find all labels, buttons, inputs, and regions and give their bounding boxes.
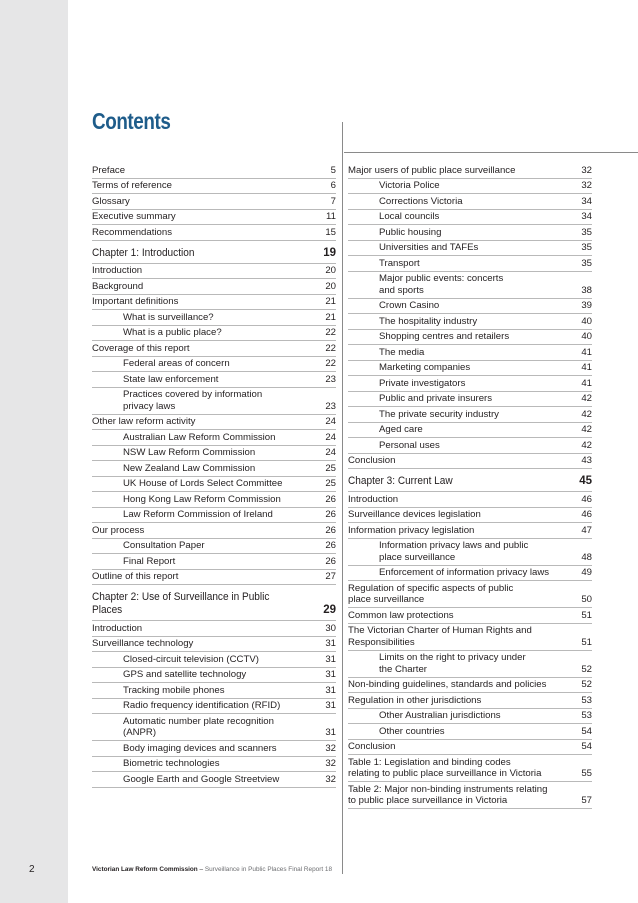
toc-entry[interactable] bbox=[92, 668, 336, 684]
toc-entry-label: Enforcement of information privacy laws bbox=[379, 567, 550, 578]
toc-entry-label: Coverage of this report bbox=[92, 342, 190, 354]
toc-entry-page: 46 bbox=[581, 509, 592, 520]
toc-entry-label: Australian Law Reform Commission bbox=[123, 431, 276, 443]
toc-entry-page: 45 bbox=[579, 475, 592, 487]
toc-entry-page: 51 bbox=[581, 636, 592, 648]
toc-entry[interactable] bbox=[92, 295, 336, 311]
toc-entry[interactable] bbox=[348, 508, 592, 524]
toc-entry-label: State law enforcement bbox=[123, 373, 219, 385]
toc-entry-label: Public and private insurers bbox=[379, 393, 493, 404]
toc-entry-page: 21 bbox=[325, 311, 336, 323]
toc-entry[interactable] bbox=[348, 581, 592, 608]
toc-entry-page: 32 bbox=[325, 758, 336, 769]
toc-entry-page: 31 bbox=[325, 653, 336, 665]
toc-entry-label: Other Australian jurisdictions bbox=[379, 710, 501, 721]
toc-entry-label: Consultation Paper bbox=[123, 540, 205, 551]
toc-entry-label: Aged care bbox=[379, 424, 423, 435]
toc-entry-page: 31 bbox=[325, 727, 336, 738]
toc-entry[interactable] bbox=[348, 566, 592, 582]
toc-entry[interactable] bbox=[92, 163, 336, 179]
footer-separator: – bbox=[197, 866, 205, 873]
toc-entry[interactable] bbox=[92, 554, 336, 570]
toc-entry-label: Universities and TAFEs bbox=[379, 242, 479, 253]
toc-entry[interactable] bbox=[92, 637, 336, 653]
toc-entry-page: 40 bbox=[581, 331, 592, 342]
toc-entry-page: 42 bbox=[581, 408, 592, 420]
toc-entry[interactable] bbox=[348, 709, 592, 725]
toc-entry[interactable] bbox=[348, 361, 592, 377]
toc-entry-label: Major public events: concerts and sports bbox=[379, 273, 504, 296]
toc-entry[interactable] bbox=[348, 330, 592, 346]
toc-entry-label: Surveillance devices legislation bbox=[348, 509, 481, 520]
toc-entry[interactable] bbox=[92, 446, 336, 462]
toc-entry[interactable] bbox=[92, 683, 336, 699]
toc-entry-page: 19 bbox=[323, 246, 336, 259]
toc-entry[interactable] bbox=[348, 314, 592, 330]
toc-entry-page: 15 bbox=[325, 226, 336, 238]
toc-entry-page: 57 bbox=[581, 795, 592, 806]
toc-entry-page: 39 bbox=[581, 300, 592, 311]
toc-entry-label: GPS and satellite technology bbox=[123, 669, 247, 680]
toc-entry-label: What is surveillance? bbox=[123, 311, 214, 323]
toc-entry-label: Marketing companies bbox=[379, 362, 471, 373]
footer-publisher: Victorian Law Reform Commission bbox=[92, 866, 198, 873]
toc-entry-label: NSW Law Reform Commission bbox=[123, 447, 256, 458]
toc-entry-page: 48 bbox=[581, 551, 592, 563]
toc-entry[interactable] bbox=[348, 407, 592, 423]
toc-entry-label: Closed-circuit television (CCTV) bbox=[123, 653, 259, 665]
toc-entry-page: 26 bbox=[325, 493, 336, 505]
toc-entry-page: 41 bbox=[581, 362, 592, 373]
toc-entry[interactable] bbox=[92, 714, 336, 741]
toc-entry-page: 25 bbox=[325, 478, 336, 489]
toc-entry[interactable] bbox=[348, 225, 592, 241]
toc-entry[interactable] bbox=[348, 423, 592, 439]
toc-entry-label: Chapter 1: Introduction bbox=[92, 246, 195, 259]
toc-chapter-heading[interactable] bbox=[92, 241, 336, 264]
toc-chapter-heading[interactable] bbox=[348, 469, 592, 492]
toc-entry-page: 22 bbox=[325, 342, 336, 354]
footer-report-title: Surveillance in Public Places Final Report 18 bbox=[204, 866, 332, 873]
toc-entry-label: Chapter 2: Use of Surveillance in Public Places bbox=[92, 591, 270, 616]
toc-entry-label: Table 2: Major non-binding instruments relating to public place surveillance in Victoria bbox=[348, 783, 548, 806]
toc-entry[interactable] bbox=[92, 210, 336, 226]
left-margin-band bbox=[0, 0, 68, 903]
toc-entry-label: Table 1: Legislation and binding codes relating to public place surveillance in Victoria bbox=[348, 756, 542, 779]
toc-entry-label: Important definitions bbox=[92, 296, 179, 307]
toc-chapter-heading[interactable] bbox=[92, 585, 336, 621]
toc-entry-page: 46 bbox=[581, 493, 592, 505]
toc-entry-label: Preface bbox=[92, 164, 126, 176]
toc-entry-page: 41 bbox=[581, 377, 592, 389]
toc-entry[interactable] bbox=[92, 539, 336, 555]
toc-entry-page: 20 bbox=[325, 280, 336, 292]
toc-entry-label: Shopping centres and retailers bbox=[379, 331, 510, 342]
toc-entry-page: 35 bbox=[581, 242, 592, 253]
toc-entry[interactable] bbox=[92, 492, 336, 508]
toc-entry-page: 42 bbox=[581, 439, 592, 451]
toc-entry[interactable] bbox=[92, 570, 336, 586]
toc-entry-label: Chapter 3: Current Law bbox=[348, 475, 453, 487]
toc-entry[interactable] bbox=[92, 741, 336, 757]
toc-entry-page: 31 bbox=[325, 669, 336, 680]
toc-entry-page: 38 bbox=[581, 284, 592, 296]
toc-entry-label: Our process bbox=[92, 524, 145, 536]
toc-entry-page: 23 bbox=[325, 373, 336, 385]
toc-entry-label: Outline of this report bbox=[92, 571, 179, 582]
toc-entry[interactable] bbox=[92, 757, 336, 773]
toc-entry-page: 30 bbox=[325, 622, 336, 634]
toc-entry[interactable] bbox=[348, 210, 592, 226]
toc-entry-label: Common law protections bbox=[348, 609, 454, 621]
toc-entry-label: Automatic number plate recognition (ANPR) bbox=[123, 715, 274, 738]
toc-entry[interactable] bbox=[348, 256, 592, 272]
toc-entry[interactable] bbox=[348, 678, 592, 694]
toc-entry-page: 22 bbox=[325, 327, 336, 338]
toc-entry[interactable] bbox=[348, 539, 592, 566]
toc-entry-page: 31 bbox=[325, 638, 336, 649]
toc-entry[interactable] bbox=[92, 310, 336, 326]
toc-entry[interactable] bbox=[348, 454, 592, 470]
toc-entry-page: 24 bbox=[325, 416, 336, 427]
toc-entry-label: Surveillance technology bbox=[92, 638, 194, 649]
toc-entry[interactable] bbox=[92, 279, 336, 295]
toc-entry-label: Information privacy laws and public place surveillance bbox=[379, 540, 529, 563]
toc-entry[interactable] bbox=[92, 477, 336, 493]
toc-entry-label: Hong Kong Law Reform Commission bbox=[123, 493, 281, 505]
toc-entry-page: 22 bbox=[325, 358, 336, 369]
toc-entry[interactable] bbox=[92, 341, 336, 357]
toc-entry[interactable] bbox=[92, 652, 336, 668]
running-footer bbox=[92, 866, 332, 873]
toc-entry-page: 54 bbox=[581, 725, 592, 737]
toc-entry[interactable] bbox=[348, 194, 592, 210]
toc-entry[interactable] bbox=[92, 621, 336, 637]
toc-entry-label: Introduction bbox=[92, 265, 143, 276]
toc-entry-label: Glossary bbox=[92, 195, 130, 207]
toc-entry-page: 7 bbox=[330, 195, 336, 207]
toc-entry[interactable] bbox=[92, 326, 336, 342]
toc-entry[interactable] bbox=[348, 651, 592, 678]
toc-entry-page: 52 bbox=[581, 663, 592, 675]
toc-entry-page: 25 bbox=[325, 462, 336, 474]
toc-entry[interactable] bbox=[348, 376, 592, 392]
toc-entry[interactable] bbox=[92, 772, 336, 788]
toc-entry-label: Non-binding guidelines, standards and policies bbox=[348, 679, 547, 690]
toc-entry-page: 27 bbox=[325, 571, 336, 582]
toc-entry-page: 43 bbox=[581, 455, 592, 466]
toc-entry-label: Regulation of specific aspects of public place surveillance bbox=[348, 582, 514, 605]
toc-entry[interactable] bbox=[348, 438, 592, 454]
toc-entry-label: The media bbox=[379, 346, 425, 358]
toc-entry-label: Private investigators bbox=[379, 377, 466, 389]
toc-entry-label: Crown Casino bbox=[379, 300, 440, 311]
toc-entry-page: 42 bbox=[581, 424, 592, 435]
toc-entry-label: Biometric technologies bbox=[123, 758, 220, 769]
toc-entry-page: 32 bbox=[581, 164, 592, 176]
toc-entry-page: 11 bbox=[326, 211, 336, 222]
toc-entry[interactable] bbox=[92, 508, 336, 524]
toc-entry-page: 32 bbox=[325, 773, 336, 785]
toc-entry-page: 50 bbox=[581, 594, 592, 605]
toc-entry-label: The private security industry bbox=[379, 408, 499, 420]
toc-entry-page: 54 bbox=[581, 741, 592, 752]
toc-entry[interactable] bbox=[348, 523, 592, 539]
toc-entry-page: 32 bbox=[581, 180, 592, 191]
toc-entry-label: New Zealand Law Commission bbox=[123, 462, 256, 474]
toc-entry-page: 31 bbox=[325, 684, 336, 696]
toc-entry[interactable] bbox=[348, 241, 592, 257]
toc-entry[interactable] bbox=[92, 194, 336, 210]
toc-entry[interactable] bbox=[92, 699, 336, 715]
toc-entry-page: 42 bbox=[581, 393, 592, 404]
toc-entry-page: 32 bbox=[325, 742, 336, 754]
toc-entry[interactable] bbox=[348, 693, 592, 709]
toc-entry-page: 26 bbox=[325, 540, 336, 551]
toc-entry[interactable] bbox=[92, 225, 336, 241]
toc-entry-label: Law Reform Commission of Ireland bbox=[123, 509, 273, 520]
toc-entry-page: 26 bbox=[325, 509, 336, 520]
toc-entry-page: 20 bbox=[325, 265, 336, 276]
toc-entry-page: 41 bbox=[581, 346, 592, 358]
toc-entry-label: Body imaging devices and scanners bbox=[123, 742, 277, 754]
toc-entry[interactable] bbox=[92, 357, 336, 373]
toc-entry-label: The hospitality industry bbox=[379, 315, 478, 327]
toc-entry-label: Corrections Victoria bbox=[379, 195, 463, 207]
toc-entry-page: 53 bbox=[581, 694, 592, 706]
toc-entry-label: Information privacy legislation bbox=[348, 524, 475, 536]
toc-entry-page: 21 bbox=[325, 296, 336, 307]
toc-entry-label: Introduction bbox=[348, 493, 399, 505]
toc-entry-page: 35 bbox=[581, 226, 592, 238]
toc-entry-page: 52 bbox=[581, 679, 592, 690]
toc-entry-label: Victoria Police bbox=[379, 180, 440, 191]
toc-entry-page: 26 bbox=[325, 524, 336, 536]
toc-entry-page: 47 bbox=[581, 524, 592, 536]
toc-entry-page: 51 bbox=[581, 609, 592, 621]
toc-entry-label: Federal areas of concern bbox=[123, 358, 230, 369]
toc-entry-label: Local councils bbox=[379, 211, 440, 222]
toc-entry-label: Radio frequency identification (RFID) bbox=[123, 700, 281, 711]
toc-entry-page: 5 bbox=[330, 164, 336, 176]
toc-entry[interactable] bbox=[348, 272, 592, 299]
toc-entry[interactable] bbox=[92, 264, 336, 280]
toc-entry[interactable] bbox=[348, 492, 592, 508]
toc-entry-page: 31 bbox=[325, 700, 336, 711]
toc-entry[interactable] bbox=[92, 461, 336, 477]
toc-entry[interactable] bbox=[348, 624, 592, 651]
toc-entry-label: Other countries bbox=[379, 725, 445, 737]
page-number: 2 bbox=[29, 864, 35, 875]
toc-entry[interactable] bbox=[348, 345, 592, 361]
toc-entry-page: 6 bbox=[330, 180, 336, 191]
toc-entry-page: 24 bbox=[325, 431, 336, 443]
toc-entry[interactable] bbox=[92, 179, 336, 195]
toc-entry-label: Final Report bbox=[123, 555, 176, 567]
toc-entry-page: 53 bbox=[581, 710, 592, 721]
toc-entry-label: Public housing bbox=[379, 226, 442, 238]
toc-entry-label: Google Earth and Google Streetview bbox=[123, 773, 280, 785]
toc-entry-page: 55 bbox=[581, 768, 592, 779]
toc-right-column bbox=[348, 163, 592, 809]
toc-entry[interactable] bbox=[348, 740, 592, 756]
toc-entry[interactable] bbox=[92, 415, 336, 431]
toc-entry-label: Personal uses bbox=[379, 439, 440, 451]
toc-entry-label: Conclusion bbox=[348, 455, 396, 466]
toc-entry-label: Major users of public place surveillance bbox=[348, 164, 516, 176]
toc-entry-label: Regulation in other jurisdictions bbox=[348, 694, 482, 706]
column-divider bbox=[342, 122, 343, 874]
toc-entry[interactable] bbox=[348, 299, 592, 315]
toc-entry-label: Terms of reference bbox=[92, 180, 172, 191]
toc-entry-label: Transport bbox=[379, 257, 420, 269]
toc-entry[interactable] bbox=[348, 724, 592, 740]
toc-entry-label: What is a public place? bbox=[123, 327, 222, 338]
toc-entry-label: Introduction bbox=[92, 622, 143, 634]
toc-entry-label: Limits on the right to privacy under the Charter bbox=[379, 652, 526, 675]
toc-entry[interactable] bbox=[348, 392, 592, 408]
toc-entry-label: Executive summary bbox=[92, 211, 176, 222]
toc-entry-page: 29 bbox=[323, 604, 336, 616]
toc-entry-page: 26 bbox=[325, 555, 336, 567]
toc-entry[interactable] bbox=[348, 755, 592, 782]
page-title: Contents bbox=[92, 108, 171, 134]
toc-entry-label: Other law reform activity bbox=[92, 416, 196, 427]
toc-entry-label: Tracking mobile phones bbox=[123, 684, 225, 696]
toc-entry[interactable] bbox=[348, 179, 592, 195]
toc-entry-page: 49 bbox=[581, 567, 592, 578]
toc-entry[interactable] bbox=[92, 523, 336, 539]
toc-entry-label: Conclusion bbox=[348, 741, 396, 752]
toc-entry-label: Recommendations bbox=[92, 226, 172, 238]
toc-entry[interactable] bbox=[92, 372, 336, 388]
toc-entry-page: 35 bbox=[581, 257, 592, 269]
toc-left-column bbox=[92, 163, 336, 788]
toc-entry-page: 34 bbox=[581, 211, 592, 222]
toc-entry-page: 24 bbox=[325, 447, 336, 458]
toc-entry-page: 34 bbox=[581, 195, 592, 207]
toc-entry[interactable] bbox=[92, 388, 336, 415]
toc-entry-label: UK House of Lords Select Committee bbox=[123, 478, 283, 489]
toc-entry[interactable] bbox=[348, 608, 592, 624]
toc-entry[interactable] bbox=[92, 430, 336, 446]
toc-entry-label: Background bbox=[92, 280, 144, 292]
toc-entry-label: Practices covered by information privacy laws bbox=[123, 389, 263, 412]
toc-entry-page: 23 bbox=[325, 400, 336, 412]
toc-entry[interactable] bbox=[348, 163, 592, 179]
toc-entry[interactable] bbox=[348, 782, 592, 809]
right-column-top-rule bbox=[344, 152, 638, 153]
toc-entry-label: The Victorian Charter of Human Rights and Responsibilities bbox=[348, 625, 532, 648]
toc-entry-page: 40 bbox=[581, 315, 592, 327]
